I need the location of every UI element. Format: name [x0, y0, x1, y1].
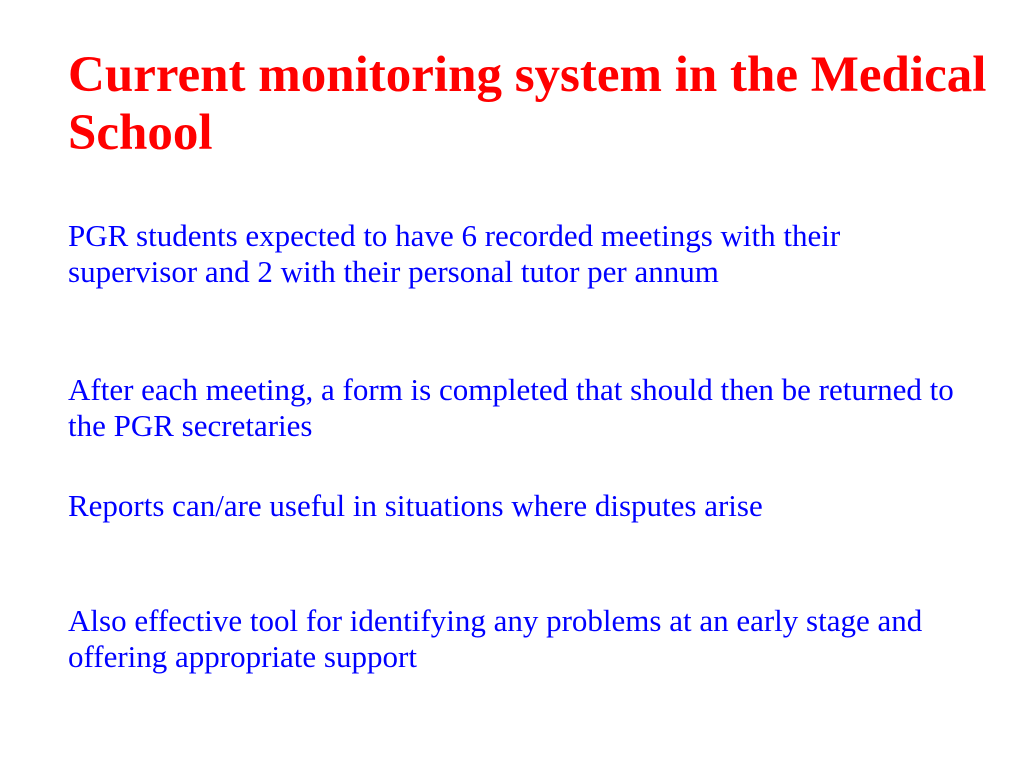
paragraph-effective-tool: Also effective tool for identifying any problems at an early stage and offering appropriate support [68, 603, 923, 674]
paragraph-meetings: PGR students expected to have 6 recorded meetings with their supervisor and 2 with their personal tutor per annum [68, 218, 841, 289]
paragraph-reports: Reports can/are useful in situations where disputes arise [68, 488, 763, 523]
slide-title: Current monitoring system in the Medical School [68, 47, 987, 161]
paragraph-form: After each meeting, a form is completed that should then be returned to the PGR secretaries [68, 372, 954, 443]
